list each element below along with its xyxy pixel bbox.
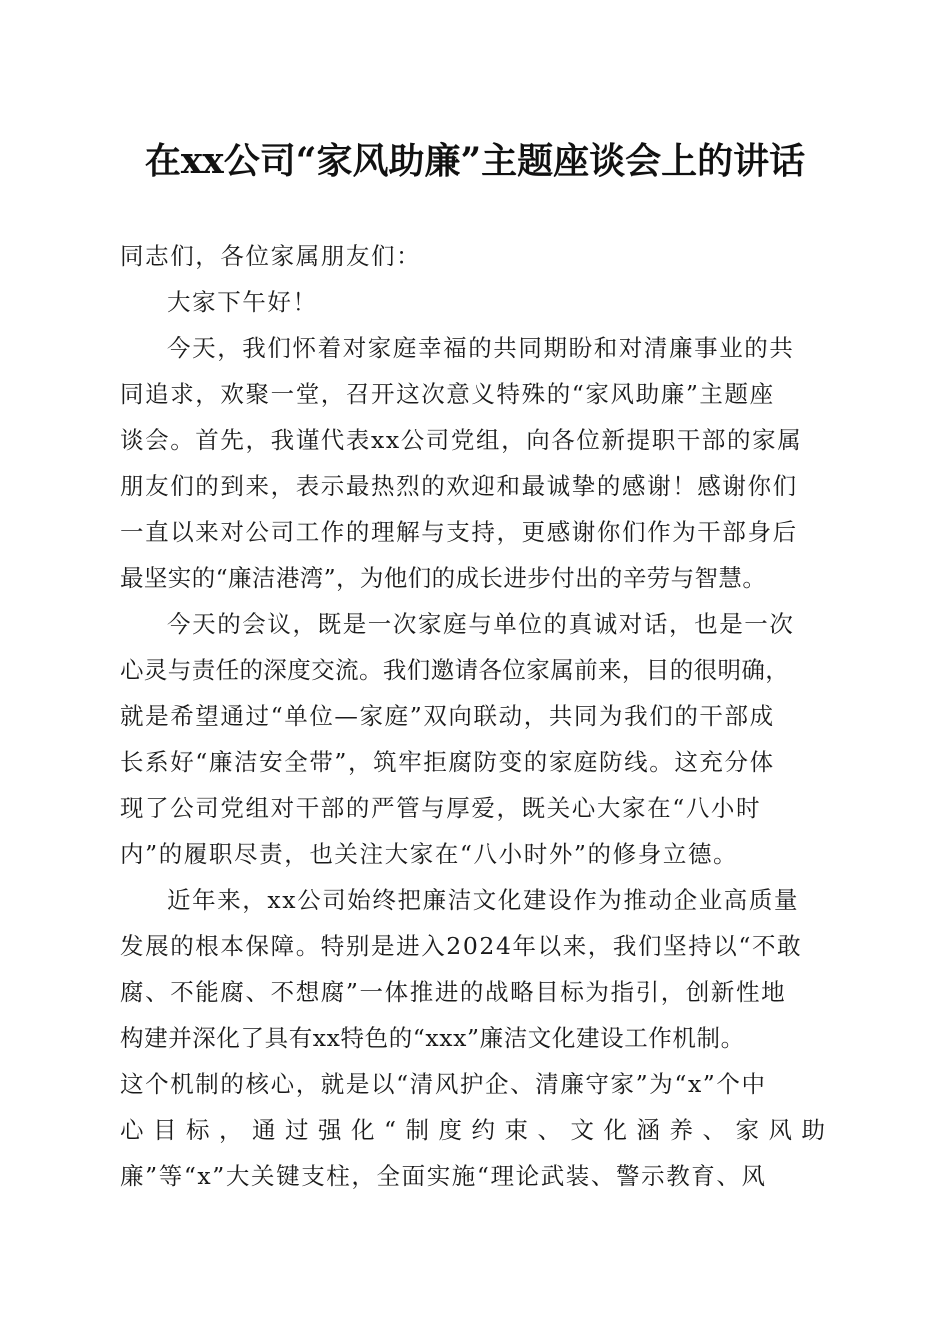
paragraph-line: 腐、不能腐、不想腐”一体推进的战略目标为指引，创新性地 <box>120 978 787 1006</box>
paragraph-line: 最坚实的“廉洁港湾”，为他们的成长进步付出的辛劳与智慧。 <box>120 564 767 592</box>
paragraph-line: 发展的根本保障。特别是进入2024年以来，我们坚持以“不敢 <box>120 932 803 960</box>
document-body <box>120 233 825 1199</box>
paragraph-line: 就是希望通过“单位—家庭”双向联动，共同为我们的干部成 <box>120 702 775 730</box>
paragraph-line: 廉”等“x”大关键支柱，全面实施“理论武装、警示教育、风 <box>120 1162 767 1190</box>
paragraph-line: 近年来，xx公司始终把廉洁文化建设作为推动企业高质量 <box>167 886 800 914</box>
paragraph-line: 今天，我们怀着对家庭幸福的共同期盼和对清廉事业的共 <box>167 334 795 362</box>
paragraph-line: 同追求，欢聚一堂，召开这次意义特殊的“家风助廉”主题座 <box>120 380 775 408</box>
paragraph-line: 长系好“廉洁安全带”，筑牢拒腐防变的家庭防线。这充分体 <box>120 748 775 776</box>
paragraph-line: 这个机制的核心，就是以“清风护企、清廉守家”为“x”个中 <box>120 1070 767 1098</box>
paragraph-line: 今天的会议，既是一次家庭与单位的真诚对话，也是一次 <box>167 610 795 638</box>
document-title: 在xx公司“家风助廉”主题座谈会上的讲话 <box>144 140 806 182</box>
greeting: 大家下午好！ <box>167 288 318 316</box>
paragraph-line: 谈会。首先，我谨代表xx公司党组，向各位新提职干部的家属 <box>120 426 803 454</box>
paragraph-line: 心目标，通过强化“制度约束、文化涵养、家风助 <box>120 1116 825 1144</box>
paragraph-line: 朋友们的到来，表示最热烈的欢迎和最诚挚的感谢！感谢你们 <box>120 472 798 500</box>
paragraph-line: 现了公司党组对干部的严管与厚爱，既关心大家在“八小时 <box>120 794 762 822</box>
paragraph-line: 心灵与责任的深度交流。我们邀请各位家属前来，目的很明确， <box>120 656 790 684</box>
paragraph-line: 构建并深化了具有xx特色的“xxx”廉洁文化建设工作机制。 <box>120 1024 745 1052</box>
paragraph-line: 内”的履职尽责，也关注大家在“八小时外”的修身立德。 <box>120 840 739 868</box>
paragraph-line: 一直以来对公司工作的理解与支持，更感谢你们作为干部身后 <box>120 518 798 546</box>
salutation: 同志们，各位家属朋友们： <box>120 242 422 270</box>
